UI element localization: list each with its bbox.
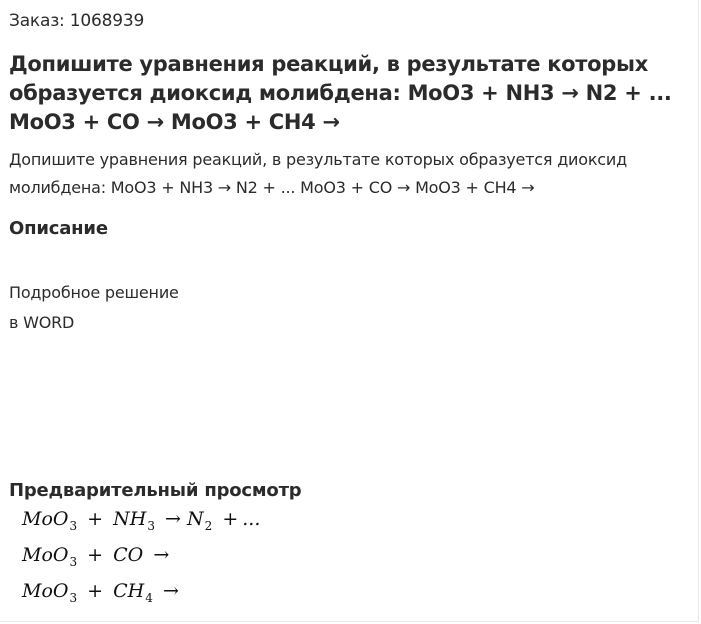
plus-sign: + xyxy=(87,544,104,566)
subscript: 3 xyxy=(147,519,155,533)
reaction-arrow: → xyxy=(162,580,179,602)
reactant: CH xyxy=(113,580,145,602)
product: N xyxy=(187,508,204,530)
subscript: 4 xyxy=(145,591,153,605)
equation-3 xyxy=(22,580,179,608)
page-title: Допишите уравнения реакций, в результате которых образуется диоксид молибдена: MoO3 + NH3 → N2 + ... MoO3 + CO → MoO3 + CH4 → xyxy=(9,52,672,134)
order-number: Заказ: 1068939 xyxy=(9,11,145,31)
plus-sign: + xyxy=(222,508,239,530)
ellipsis: ... xyxy=(242,508,261,530)
reactant: MoO xyxy=(22,508,69,530)
plus-sign: + xyxy=(87,508,104,530)
reaction-arrow: → xyxy=(165,508,181,530)
preview-heading: Предварительный просмотр xyxy=(9,480,302,501)
reaction-arrow: → xyxy=(153,544,170,566)
reactant: NH xyxy=(113,508,147,530)
equation-1 xyxy=(22,508,260,536)
reactant: MoO xyxy=(22,580,69,602)
equation-2 xyxy=(22,544,169,572)
reactant: MoO xyxy=(22,544,69,566)
plus-sign: + xyxy=(87,580,104,602)
subscript: 3 xyxy=(69,555,78,569)
description-heading: Описание xyxy=(9,218,108,239)
reactant: CO xyxy=(113,544,144,566)
task-text: Допишите уравнения реакций, в результате которых образуется диоксид молибдена: MoO3 + NH3 → N2 + ... MoO3 + CO → MoO3 + CH4 → xyxy=(9,150,627,197)
subscript: 3 xyxy=(69,519,78,533)
subscript: 3 xyxy=(69,591,78,605)
subscript: 2 xyxy=(204,519,213,533)
description-line-1: Подробное решение xyxy=(9,283,179,302)
description-line-2: в WORD xyxy=(9,313,75,332)
